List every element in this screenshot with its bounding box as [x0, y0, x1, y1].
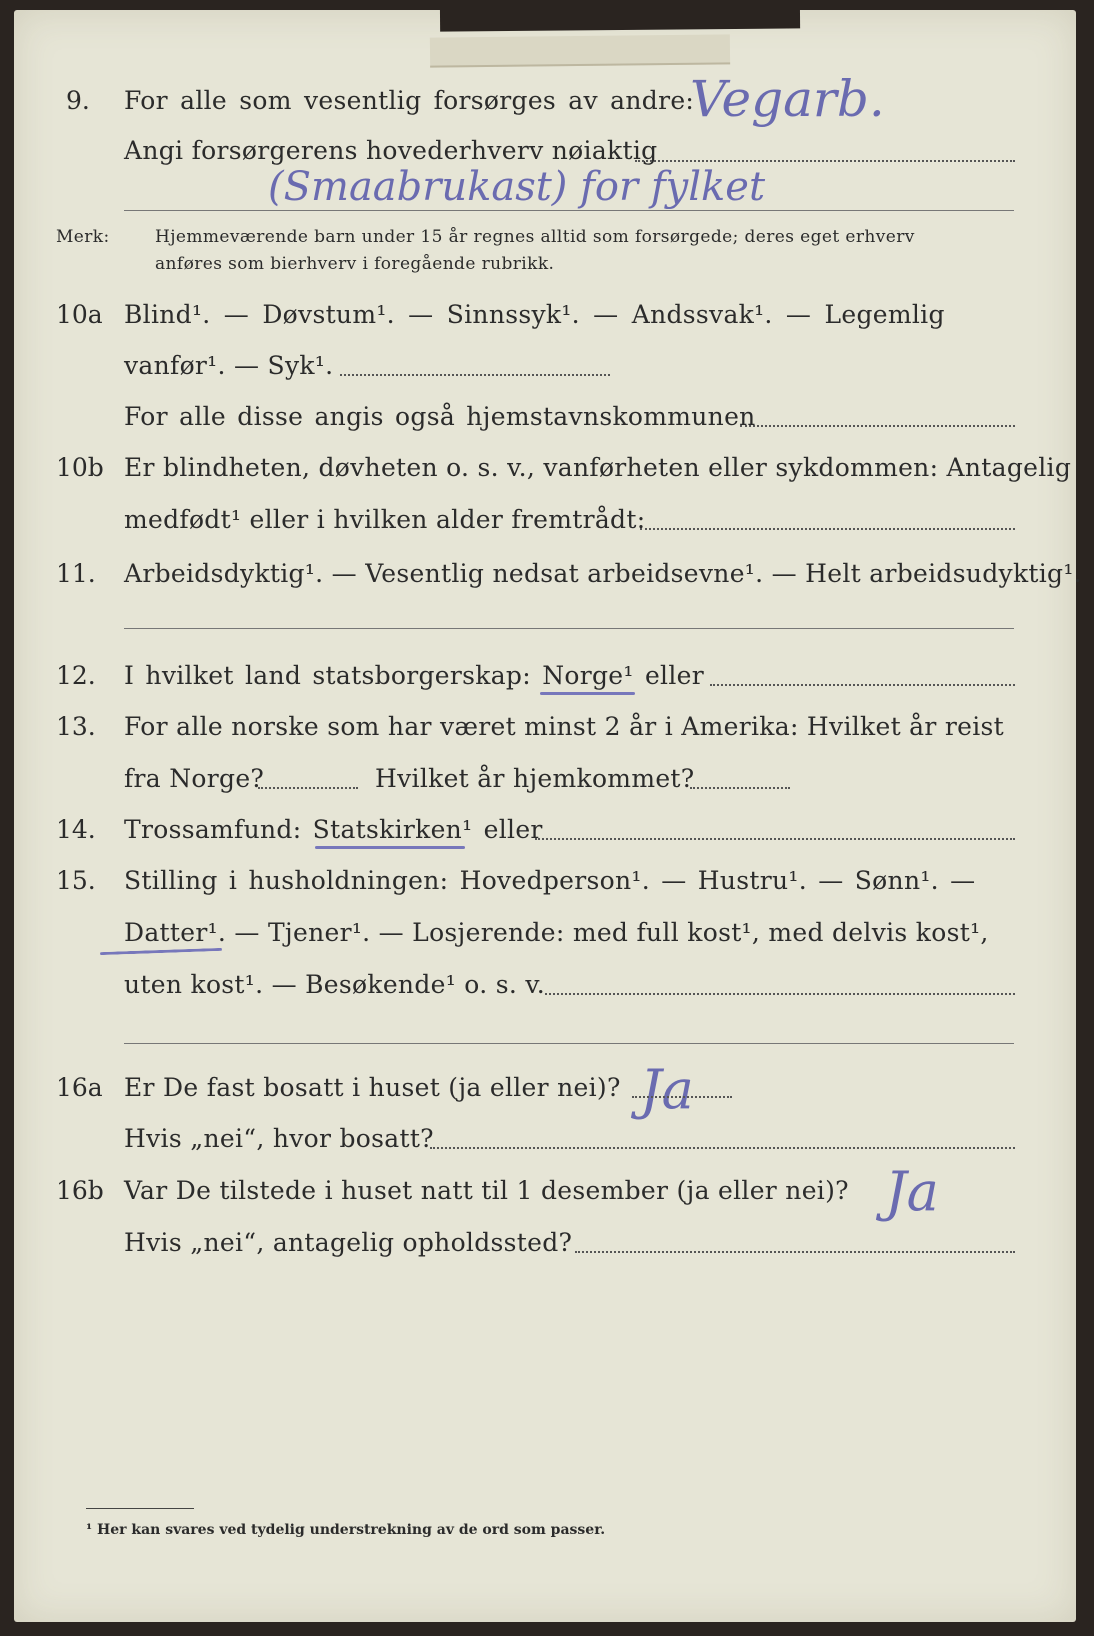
merk-line2: anføres som bierhverv i foregående rubrikk. — [155, 254, 555, 274]
q12-line1: I hvilket land statsborgerskap: Norge¹ eller — [124, 661, 704, 690]
q15-line3: uten kost¹. — Besøkende¹ o. s. v. — [124, 970, 546, 999]
q16b-number: 16b — [56, 1176, 104, 1205]
q12-underline-norge — [540, 692, 635, 695]
q13-fill-line-2 — [690, 787, 790, 789]
q10b-line1: Er blindheten, døvheten o. s. v., vanførheten eller sykdommen: Antagelig — [124, 453, 1072, 482]
q13-line1: For alle norske som har været minst 2 år i Amerika: Hvilket år reist — [124, 712, 1005, 741]
q10b-number: 10b — [56, 453, 104, 482]
torn-edge — [440, 0, 800, 32]
q14-line1: Trossamfund: Statskirken¹ eller — [124, 815, 543, 844]
q16b-fill-line — [575, 1251, 1015, 1253]
q13-line2-b: Hvilket år hjemkommet? — [375, 764, 695, 793]
q13-number: 13. — [56, 712, 96, 741]
tape-strip — [430, 34, 730, 67]
q16a-fill-line-1 — [632, 1096, 732, 1098]
q16b-handwritten-answer: Ja — [885, 1160, 939, 1223]
q12-fill-line — [710, 684, 1015, 686]
q13-line2-a: fra Norge? — [124, 764, 265, 793]
q10a-line1: Blind¹. — Døvstum¹. — Sinnssyk¹. — Andssvak¹. — Legemlig — [124, 300, 945, 329]
footnote-text: ¹ Her kan svares ved tydelig understrekning av de ord som passer. — [86, 1522, 606, 1538]
q9-handwritten-occupation: Vegarb. — [690, 70, 885, 128]
q15-line1: Stilling i husholdningen: Hovedperson¹. — Hustru¹. — Sønn¹. — — [124, 866, 976, 895]
q11-line1: Arbeidsdyktig¹. — Vesentlig nedsat arbeidsevne¹. — Helt arbeidsudyktig¹. — [124, 559, 1082, 588]
q9-answer-line — [124, 210, 1014, 211]
q9-line1: For alle som vesentlig forsørges av andre: — [124, 86, 695, 115]
q10a-line2: vanfør¹. — Syk¹. — [124, 351, 334, 380]
q13-fill-line-1 — [258, 787, 358, 789]
q14-number: 14. — [56, 815, 96, 844]
q10a-fill-line-1 — [340, 374, 610, 376]
q12-number: 12. — [56, 661, 96, 690]
q16a-handwritten-answer: Ja — [640, 1058, 694, 1121]
q14-underline-statskirken — [315, 846, 465, 849]
q9-number: 9. — [66, 86, 90, 115]
q16a-fill-line-2 — [430, 1147, 1015, 1149]
q10b-fill-line — [640, 528, 1015, 530]
q9-fill-line — [635, 160, 1015, 162]
q11-number: 11. — [56, 559, 96, 588]
q14-fill-line — [535, 838, 1015, 840]
q10a-fill-line-2 — [740, 425, 1015, 427]
q9-line2: Angi forsørgerens hovederhverv nøiaktig — [124, 136, 658, 165]
q11-answer-line — [124, 628, 1014, 629]
q16a-line1: Er De fast bosatt i huset (ja eller nei)? — [124, 1073, 621, 1102]
q15-answer-line — [124, 1043, 1014, 1044]
q15-line2: Datter¹. — Tjener¹. — Losjerende: med full kost¹, med delvis kost¹, — [124, 918, 989, 947]
q16a-number: 16a — [56, 1073, 103, 1102]
footnote-separator — [86, 1508, 194, 1509]
q10b-line2: medfødt¹ eller i hvilken alder fremtrådt: — [124, 505, 646, 534]
q16a-line2: Hvis „nei“, hvor bosatt? — [124, 1124, 434, 1153]
q9-handwritten-detail: (Smaabrukast) for fylket — [268, 164, 766, 210]
q16b-line2: Hvis „nei“, antagelig opholdssted? — [124, 1228, 573, 1257]
q10a-line3: For alle disse angis også hjemstavnskommunen — [124, 402, 756, 431]
merk-label: Merk: — [56, 227, 110, 247]
q15-number: 15. — [56, 866, 96, 895]
merk-line1: Hjemmeværende barn under 15 år regnes alltid som forsørgede; deres eget erhverv — [155, 227, 915, 247]
q10a-number: 10a — [56, 300, 103, 329]
q15-fill-line — [545, 993, 1015, 995]
q16b-line1: Var De tilstede i huset natt til 1 desember (ja eller nei)? — [124, 1176, 849, 1205]
